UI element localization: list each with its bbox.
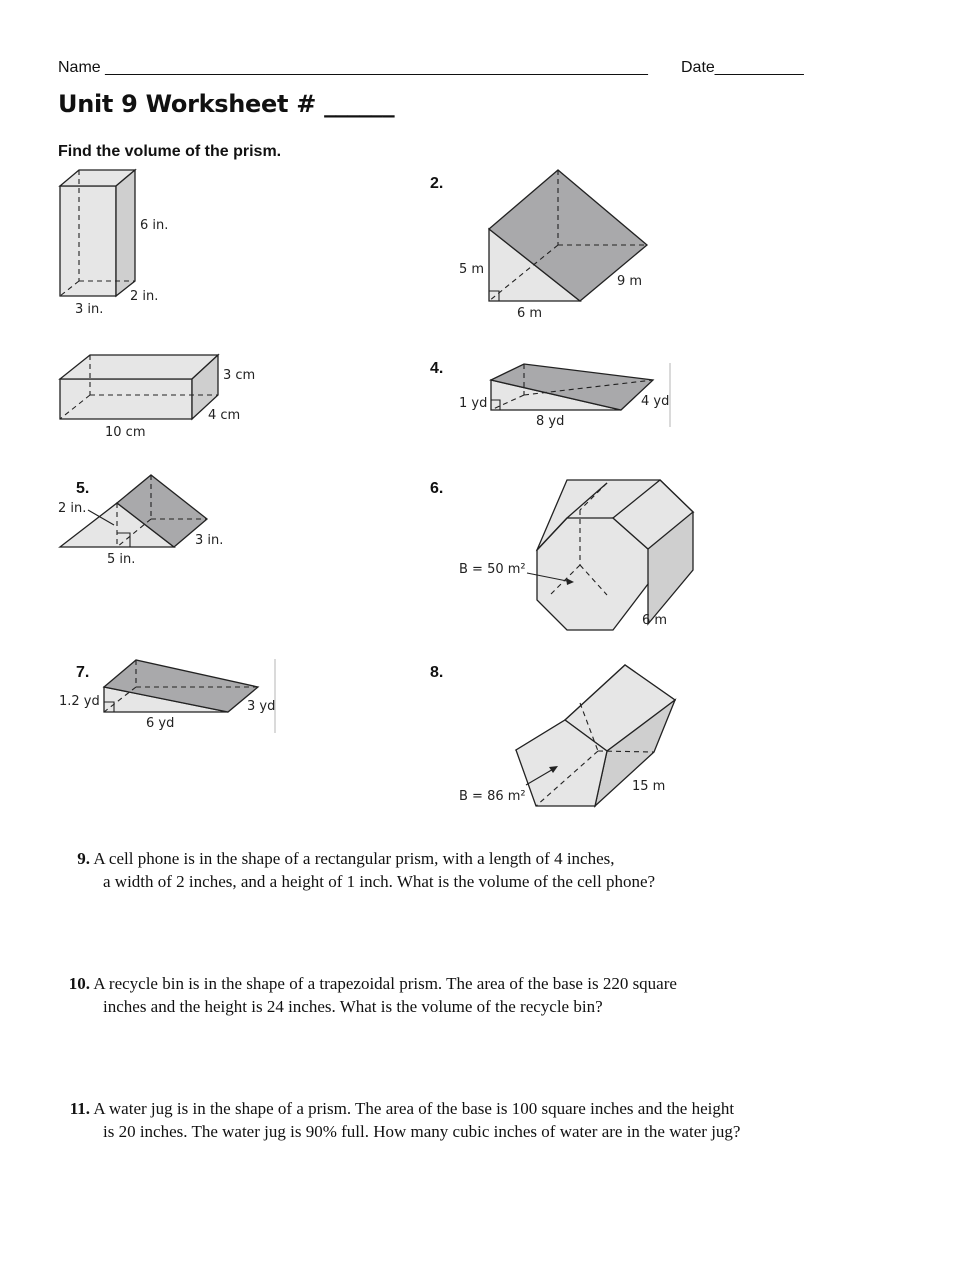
figure-6-octagonal-prism: [450, 475, 710, 640]
problem-number: 10.: [68, 974, 90, 993]
problem-line-2: inches and the height is 24 inches. What is the volume of the recycle bin?: [103, 997, 603, 1016]
problem-10: [58, 972, 677, 1018]
problem-number: 9.: [77, 849, 90, 868]
date-line[interactable]: [681, 59, 804, 77]
figure-2-triangular-prism: [450, 165, 680, 325]
label-length: 6 yd: [146, 716, 175, 731]
label-depth: 4 yd: [641, 394, 670, 409]
date-blank[interactable]: __________: [714, 59, 804, 76]
label-width: 3 in.: [75, 302, 104, 317]
side-face: [116, 170, 135, 296]
label-area: B = 86 m²: [459, 789, 526, 804]
label-depth: 3 yd: [247, 699, 276, 714]
date-label: Date: [681, 59, 715, 76]
worksheet-title: Unit 9 Worksheet # ______: [58, 90, 395, 118]
label-length: 9 m: [617, 274, 643, 289]
figure-8-pentagonal-prism: [450, 655, 710, 815]
instruction-text: Find the volume of the prism.: [58, 143, 282, 160]
label-height: 1.2 yd: [59, 694, 100, 709]
label-depth: 4 cm: [208, 408, 241, 423]
figure-1-rect-prism: [50, 165, 210, 325]
figure-7-number: 7.: [76, 664, 90, 681]
figure-3-rect-prism: [50, 345, 280, 445]
problem-line-2: is 20 inches. The water jug is 90% full. How many cubic inches of water are in the water jug?: [103, 1122, 741, 1141]
label-height: 2 in.: [58, 501, 87, 516]
name-label: Name: [58, 59, 101, 76]
label-height: 6 in.: [140, 218, 169, 233]
label-area: B = 50 m²: [459, 562, 526, 577]
figure-8-number: 8.: [430, 664, 444, 681]
label-height: 5 m: [459, 262, 485, 277]
label-depth: 2 in.: [130, 289, 159, 304]
figure-5-number: 5.: [76, 480, 90, 497]
label-length: 10 cm: [105, 425, 146, 440]
problem-9: [58, 847, 655, 893]
label-length: 6 m: [642, 613, 668, 628]
front-face: [60, 186, 116, 296]
label-length: 8 yd: [536, 414, 565, 429]
name-blank[interactable]: _____________________________________________________________: [105, 59, 648, 76]
figure-4-number: 4.: [430, 360, 444, 377]
problem-line-1: A recycle bin is in the shape of a trapezoidal prism. The area of the base is 220 square: [93, 974, 677, 993]
problem-11: [58, 1097, 740, 1143]
problem-line-1: A water jug is in the shape of a prism. The area of the base is 100 square inches and the height: [93, 1099, 735, 1118]
name-line[interactable]: [58, 59, 648, 77]
figure-5-triangular-prism: [50, 470, 250, 570]
problem-line-1: A cell phone is in the shape of a rectangular prism, with a length of 4 inches,: [93, 849, 615, 868]
label-base: 6 m: [517, 306, 543, 321]
label-length: 15 m: [632, 779, 666, 794]
figure-2-number: 2.: [430, 175, 444, 192]
label-height: 1 yd: [459, 396, 488, 411]
top-face: [60, 355, 218, 379]
front-face: [60, 379, 192, 419]
label-depth: 3 in.: [195, 533, 224, 548]
figure-4-triangular-prism: [450, 355, 680, 435]
problem-line-2: a width of 2 inches, and a height of 1 inch. What is the volume of the cell phone?: [103, 872, 656, 891]
label-base: 5 in.: [107, 552, 136, 567]
problem-number: 11.: [69, 1099, 90, 1118]
figure-7-triangular-prism: [50, 655, 290, 740]
figure-6-number: 6.: [430, 480, 444, 497]
label-height: 3 cm: [223, 368, 256, 383]
